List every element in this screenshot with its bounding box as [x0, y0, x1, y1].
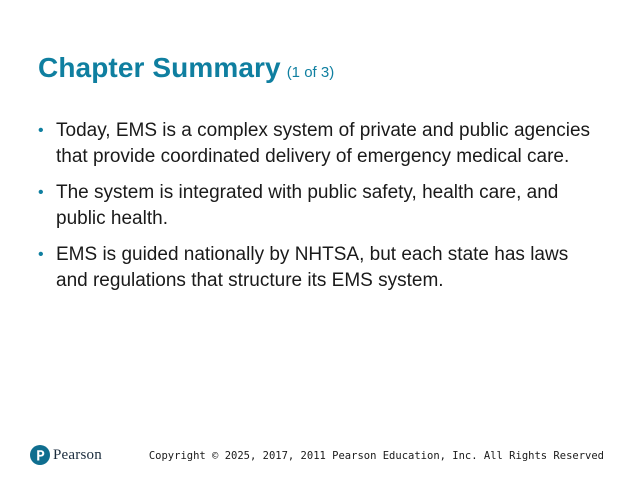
- pearson-logo-icon: [30, 445, 50, 465]
- bullet-marker: •: [38, 184, 44, 201]
- bullet-text: Today, EMS is a complex system of private and public agencies that provide coordinated delivery of emergency medical care.: [56, 120, 591, 167]
- bullet-list: [38, 118, 598, 304]
- footer: [0, 442, 638, 472]
- bullet-item: [38, 118, 598, 170]
- bullet-marker: •: [38, 246, 44, 263]
- slide-title: [38, 52, 334, 84]
- pearson-logo-text: Pearson: [53, 446, 102, 463]
- bullet-text: The system is integrated with public safety, health care, and public health.: [56, 182, 559, 229]
- title-suffix: (1 of 3): [286, 64, 335, 81]
- bullet-marker: •: [38, 122, 44, 139]
- bullet-item: [38, 242, 598, 294]
- bullet-item: [38, 180, 598, 232]
- pearson-logo: [30, 445, 102, 465]
- bullet-text: EMS is guided nationally by NHTSA, but each state has laws and regulations that structure its EMS system.: [56, 244, 569, 291]
- copyright-notice: Copyright © 2025, 2017, 2011 Pearson Education, Inc. All Rights Reserved: [148, 450, 604, 462]
- title-text: Chapter Summary: [38, 52, 281, 83]
